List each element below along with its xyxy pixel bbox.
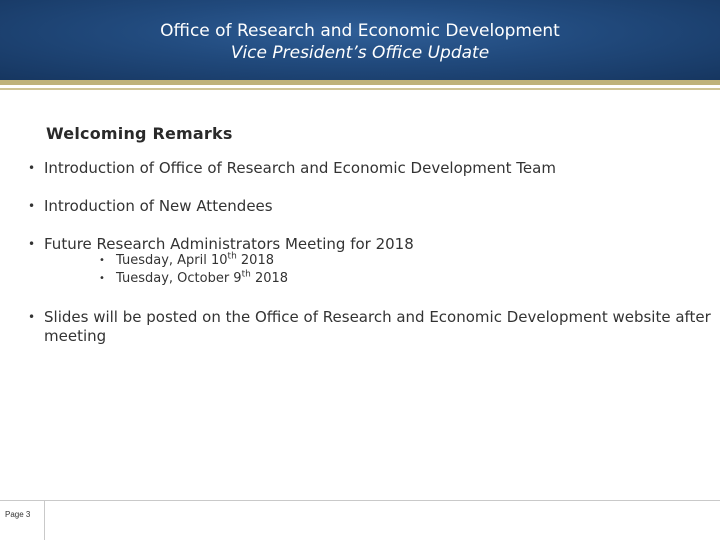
year-text: 2018: [236, 253, 274, 268]
bullet-text: Future Research Administrators Meeting for 2018: [44, 235, 414, 253]
date-text: Tuesday, October 9: [116, 271, 242, 286]
slide-header: [0, 0, 720, 80]
year-text: 2018: [250, 271, 289, 286]
date-text: Tuesday, April 10: [116, 253, 228, 268]
sub-bullet-item: [99, 271, 288, 287]
bullet-text: Introduction of Office of Research and Economic Development Team: [44, 159, 556, 177]
bullet-icon: •: [28, 161, 36, 175]
bullet-icon: •: [28, 310, 36, 324]
header-accent-bar: [0, 80, 720, 85]
sub-bullet-item: [99, 253, 274, 269]
bullet-item: [28, 197, 273, 216]
bullet-icon: •: [28, 199, 36, 213]
bullet-icon: •: [28, 237, 36, 251]
header-accent-line: [0, 88, 720, 90]
bullet-item: [28, 235, 414, 254]
bullet-text: Slides will be posted on the Office of Research and Economic Development website after meeting: [44, 308, 711, 345]
section-title: Welcoming Remarks: [46, 124, 233, 143]
bullet-text: Introduction of New Attendees: [44, 197, 273, 215]
footer-divider-line: [0, 500, 720, 501]
header-subtitle: Vice President’s Office Update: [230, 43, 490, 63]
header-title: Office of Research and Economic Development: [160, 21, 560, 41]
bullet-item: [28, 308, 718, 346]
ordinal-suffix: th: [227, 251, 237, 262]
sub-bullet-icon: •: [99, 255, 105, 266]
sub-bullet-icon: •: [99, 273, 105, 284]
bullet-item: [28, 159, 556, 178]
page-number: Page 3: [5, 510, 31, 519]
sub-bullet-text: [99, 253, 274, 269]
ordinal-suffix: th: [241, 269, 251, 280]
sub-bullet-text: [99, 271, 288, 287]
footer-page-divider: [44, 500, 45, 540]
